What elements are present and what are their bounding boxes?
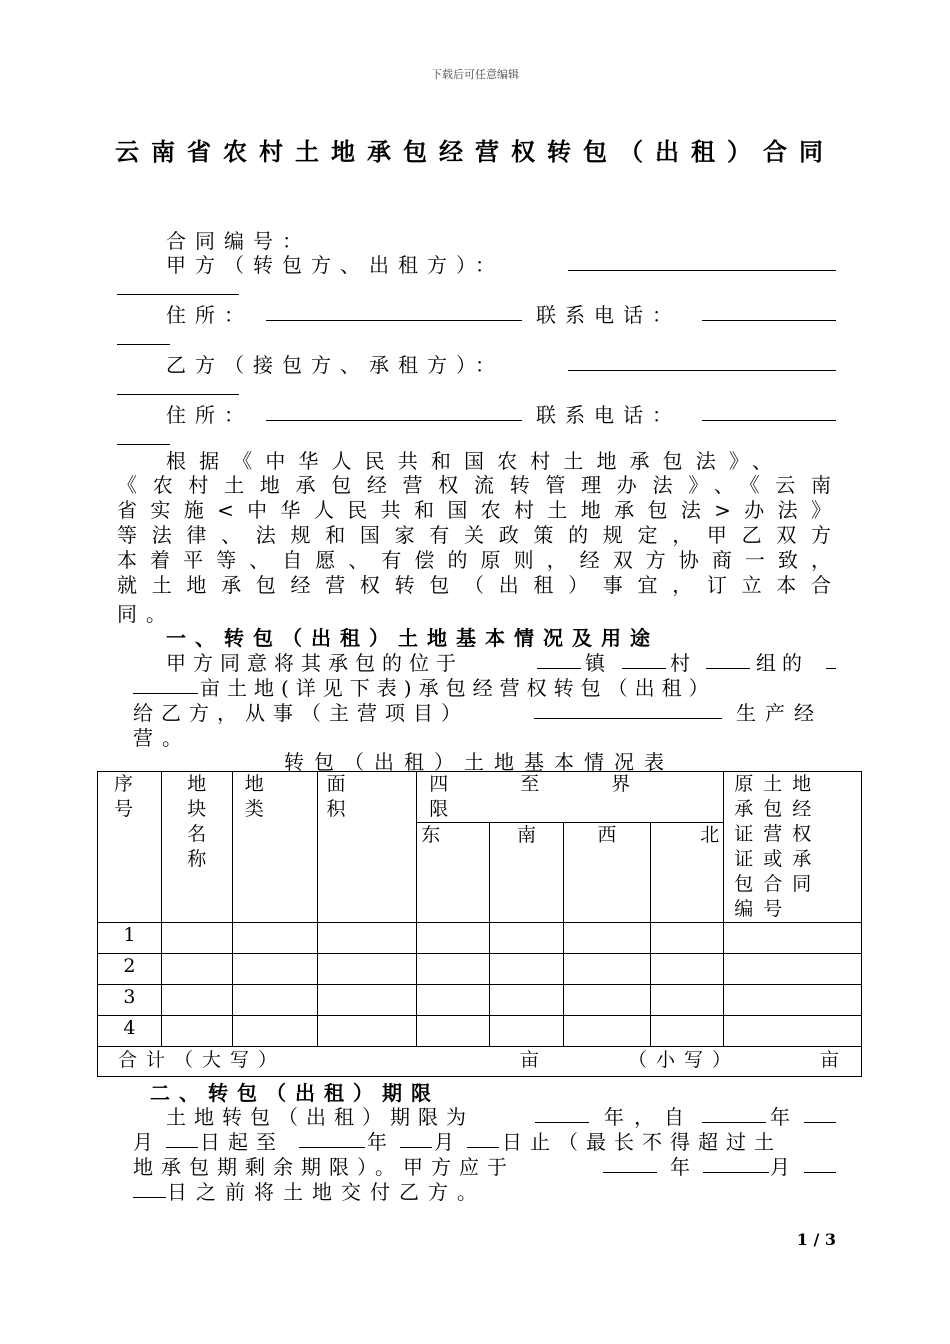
party-b-address-label: 住所： (166, 403, 253, 427)
party-a-phone-field[interactable] (702, 300, 836, 321)
row-seq: 1 (98, 923, 162, 954)
start-month-field[interactable] (804, 1102, 836, 1123)
preamble-line: 就土地承包经营权转包（出租）事宜，订立本合 (117, 573, 837, 597)
section2-text: 月 (434, 1130, 463, 1154)
header-bounds: 四至界限 (417, 772, 724, 823)
row-seq: 2 (98, 954, 162, 985)
section1-heading: 一、转包（出租）土地基本情况及用途 (166, 626, 659, 650)
section2-text: 年 (670, 1155, 699, 1179)
table-cell[interactable] (563, 954, 650, 985)
header-seq: 序号 (98, 772, 162, 923)
end-year-field[interactable] (299, 1127, 365, 1148)
table-cell[interactable] (417, 923, 490, 954)
table-cell[interactable] (563, 985, 650, 1016)
end-month-field[interactable] (400, 1127, 432, 1148)
table-cell[interactable] (724, 954, 862, 985)
party-a-field-cont[interactable] (117, 274, 239, 295)
end-day-field[interactable] (467, 1127, 499, 1148)
business-field[interactable] (534, 698, 722, 719)
total-row (98, 1047, 862, 1077)
party-b-phone-field-cont[interactable] (117, 424, 170, 445)
party-b-label: 乙方（接包方、承租方）： (166, 353, 504, 377)
section2-text: 日止（最长不得超过土 (502, 1130, 782, 1154)
section2-text: 年，自 (604, 1105, 694, 1129)
party-b-field[interactable] (568, 350, 836, 371)
party-a-phone-field-cont[interactable] (117, 324, 170, 345)
party-b-phone-label: 联系电话： (536, 403, 681, 427)
table-cell[interactable] (318, 1016, 417, 1047)
section1-text: 营。 (133, 726, 191, 750)
preamble-line: 《农村土地承包经营权流转管理办法》、《云南 (117, 473, 837, 497)
total-label: 合计（大写） (118, 1049, 287, 1071)
total-mu: 亩 (520, 1049, 540, 1071)
table-cell[interactable] (651, 923, 724, 954)
start-year-field[interactable] (702, 1102, 766, 1123)
contract-no-label: 合同编号： (166, 229, 311, 253)
preamble-line: 根据《中华人民共和国农村土地承包法》、 (166, 449, 778, 473)
table-cell[interactable] (563, 923, 650, 954)
header-area: 面积 (318, 772, 417, 923)
header-note: 下载后可任意编辑 (431, 68, 519, 81)
table-cell[interactable] (490, 1016, 563, 1047)
town-field[interactable] (537, 648, 581, 669)
table-cell[interactable] (232, 923, 318, 954)
section2-text: 土地转包（出租）期限为 (166, 1105, 474, 1129)
header-west: 西 (563, 823, 650, 923)
header-south: 南 (490, 823, 563, 923)
table-cell[interactable] (724, 923, 862, 954)
preamble-line: 省实施<中华人民共和国农村土地承包法>办法》 (117, 498, 837, 522)
table-cell[interactable] (490, 954, 563, 985)
table-cell[interactable] (161, 954, 232, 985)
table-cell[interactable] (318, 923, 417, 954)
table-cell[interactable] (161, 923, 232, 954)
table-cell[interactable] (232, 985, 318, 1016)
section2-text: 月 (133, 1130, 162, 1154)
total-mu2: 亩 (820, 1049, 840, 1071)
table-cell[interactable] (417, 954, 490, 985)
party-a-address-field[interactable] (266, 300, 522, 321)
section2-text: 月 (770, 1155, 799, 1179)
party-b-phone-field[interactable] (702, 400, 836, 421)
party-a-field[interactable] (568, 250, 836, 271)
page-number: 1 / 3 (796, 1230, 836, 1249)
table-cell[interactable] (724, 1016, 862, 1047)
section2-text: 日起至 (200, 1130, 284, 1154)
section1-text: 生产经 (736, 701, 823, 725)
village-label: 村 (670, 651, 699, 675)
table-cell[interactable] (161, 985, 232, 1016)
preamble-line: 同。 (117, 602, 175, 626)
table-cell[interactable] (318, 985, 417, 1016)
start-day-field[interactable] (166, 1127, 198, 1148)
village-field[interactable] (622, 648, 666, 669)
group-label: 组的 (756, 651, 808, 675)
term-years-field[interactable] (535, 1102, 589, 1123)
section2-text: 日之前将土地交付乙方。 (167, 1180, 486, 1204)
table-cell[interactable] (417, 1016, 490, 1047)
row-seq: 4 (98, 1016, 162, 1047)
preamble-line: 本着平等、自愿、有偿的原则，经双方协商一致， (117, 548, 837, 572)
section1-text: 亩土地(详见下表)承包经营权转包（出租） (200, 676, 716, 700)
table-cell[interactable] (490, 985, 563, 1016)
table-caption: 转包（出租）土地基本情况表 (284, 750, 674, 774)
party-a-phone-label: 联系电话： (536, 303, 681, 327)
table-cell[interactable] (161, 1016, 232, 1047)
row-seq: 3 (98, 985, 162, 1016)
section2-text: 地承包期剩余期限）。甲方应于 (133, 1155, 515, 1179)
table-cell[interactable] (232, 954, 318, 985)
total-small-label: （小写） (628, 1049, 741, 1071)
party-a-label: 甲方（转包方、出租方）： (166, 253, 504, 277)
town-label: 镇 (585, 651, 614, 675)
delivery-day-field-cont[interactable] (133, 1177, 166, 1198)
table-cell[interactable] (651, 985, 724, 1016)
table-cell[interactable] (417, 985, 490, 1016)
group-field-tail[interactable] (826, 648, 836, 669)
section1-text: 甲方同意将其承包的位于 (166, 651, 463, 675)
section2-text: 年 (770, 1105, 799, 1129)
group-field[interactable] (706, 648, 750, 669)
header-type: 地类 (232, 772, 318, 923)
table-cell[interactable] (563, 1016, 650, 1047)
header-name: 地块名称 (161, 772, 232, 923)
document-title: 云南省农村土地承包经营权转包（出租）合同 (115, 137, 835, 166)
section1-text: 给乙方，从事（主营项目） (133, 701, 469, 725)
preamble-line: 等法律、法规和国家有关政策的规定，甲乙双方 (117, 523, 837, 547)
header-north: 北 (651, 823, 724, 923)
delivery-year-field[interactable] (603, 1152, 657, 1173)
section2-text: 年 (367, 1130, 396, 1154)
table-cell[interactable] (232, 1016, 318, 1047)
section2-heading: 二、转包（出租）期限 (150, 1081, 440, 1105)
party-b-address-field[interactable] (266, 400, 522, 421)
table-cell[interactable] (490, 923, 563, 954)
delivery-month-field[interactable] (703, 1152, 769, 1173)
party-a-address-label: 住所： (166, 303, 253, 327)
header-cert: 原土地承包经证营权证或承包合同编号 (724, 772, 862, 923)
table-cell[interactable] (318, 954, 417, 985)
table-cell[interactable] (651, 954, 724, 985)
party-b-field-cont[interactable] (117, 374, 239, 395)
acreage-field[interactable] (133, 673, 198, 694)
table-cell[interactable] (651, 1016, 724, 1047)
table-cell[interactable] (724, 985, 862, 1016)
delivery-day-field[interactable] (804, 1152, 836, 1173)
header-east: 东 (417, 823, 490, 923)
land-info-table (97, 771, 862, 1077)
